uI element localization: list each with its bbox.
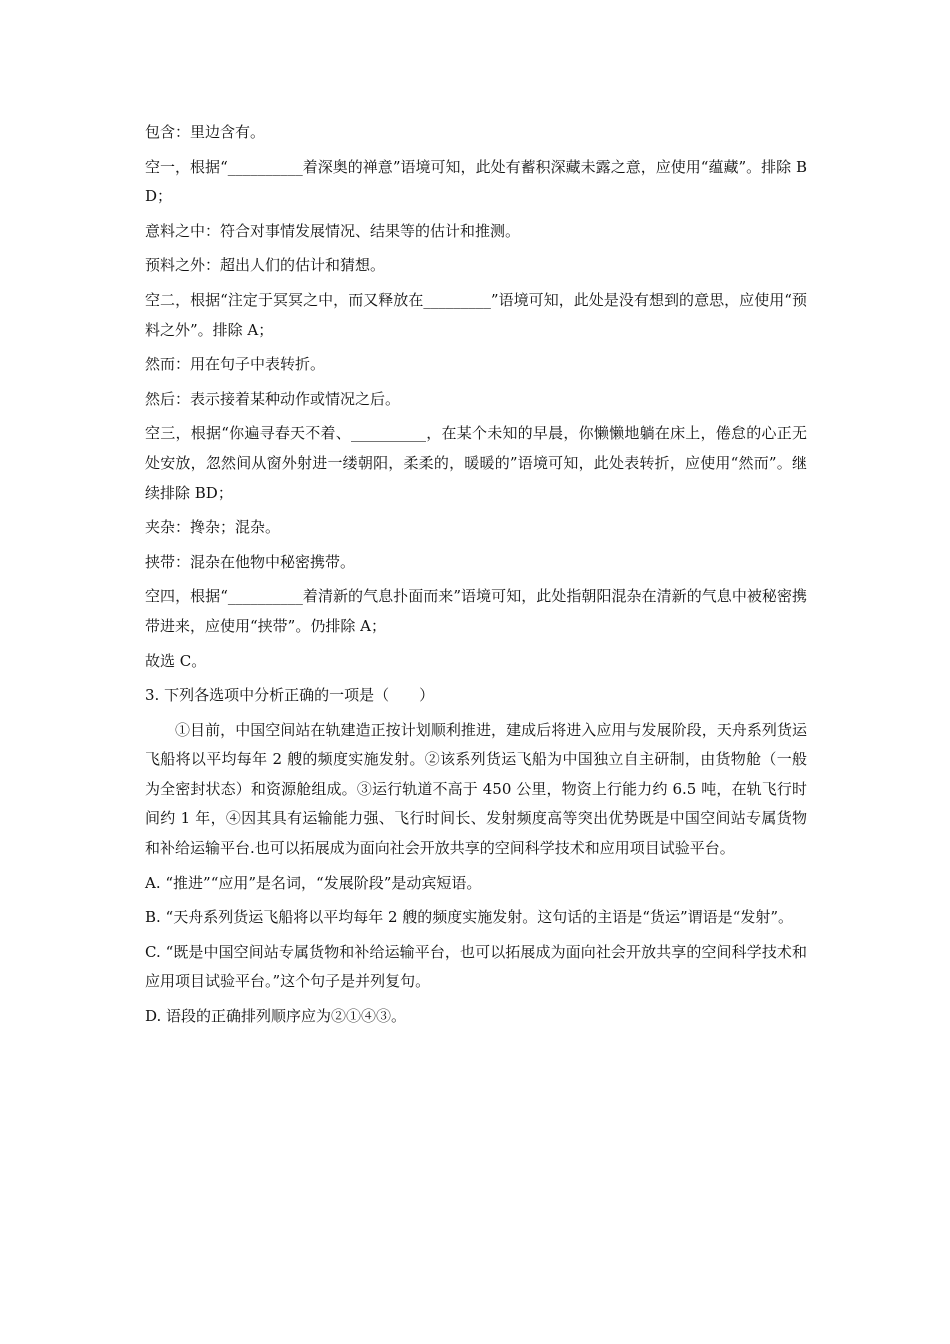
- definition-jiaza: 夹杂：搀杂；混杂。: [145, 518, 281, 537]
- option-a: A. “推进”“应用”是名词，“发展阶段”是动宾短语。: [145, 873, 482, 892]
- document-page: [145, 118, 807, 1037]
- blank-two-analysis: 空二，根据“注定于冥冥之中，而又释放在_________”语境可知，此处是没有想到的意思，应使用“预料之外”。排除 A；: [145, 290, 807, 339]
- question-3-stem: 3. 下列各选项中分析正确的一项是（ ）: [145, 686, 435, 705]
- question-3-passage: ①目前，中国空间站在轨建造正按计划顺利推进，建成后将进入应用与发展阶段，天舟系列货运飞船将以平均每年 2 艘的频度实施发射。②该系列货运飞船为中国独立自主研制，由货物舱（一般为全密封状态）和资源舱组成。③运行轨道不高于 450 公里，物资上行能力约 6.5 吨，在轨飞行时间约 1 年，④因其具有运输能力强、飞行时间长、发射频度高等突出优势既是中国空间站专属货物和补给运输平台.也可以拓展成为面向社会开放共享的空间科学技术和应用项目试验平台。: [145, 720, 807, 858]
- definition-ranhou: 然后：表示接着某种动作或情况之后。: [145, 389, 401, 408]
- definition-ranr: 然而：用在句子中表转折。: [145, 355, 326, 374]
- blank-four-analysis: 空四，根据“__________着清新的气息扑面而来”语境可知，此处指朝阳混杂在清新的气息中被秘密携带进来，应使用“挟带”。仍排除 A；: [145, 587, 807, 635]
- definition-yuliaozhiwai: 预料之外：超出人们的估计和猜想。: [145, 256, 386, 275]
- option-d: D. 语段的正确排列顺序应为②①④③。: [145, 1007, 407, 1026]
- option-b: B. “天舟系列货运飞船将以平均每年 2 艘的频度实施发射。这句话的主语是“货运”谓语是“发射”。: [145, 908, 793, 927]
- blank-three-analysis: 空三，根据“你遍寻春天不着、__________，在某个未知的早晨，你懒懒地躺在床上，倦怠的心正无处安放，忽然间从窗外射进一缕朝阳，柔柔的，暖暖的”语境可知，此处表转折，应使用“然而”。继续排除 BD；: [145, 424, 807, 502]
- answer-line: 故选 C。: [145, 651, 207, 670]
- blank-one-analysis: 空一，根据“__________着深奥的禅意”语境可知，此处有蓄积深藏未露之意，应使用“蕴藏”。排除 BD；: [145, 157, 807, 206]
- option-c: C. “既是中国空间站专属货物和补给运输平台，也可以拓展成为面向社会开放共享的空间科学技术和应用项目试验平台。”这个句子是并列复句。: [145, 942, 807, 991]
- definition-baohan: 包含：里边含有。: [145, 123, 266, 141]
- definition-yiliaozhizhong: 意料之中：符合对事情发展情况、结果等的估计和推测。: [145, 221, 521, 240]
- definition-xiedai: 挟带：混杂在他物中秘密携带。: [145, 552, 356, 571]
